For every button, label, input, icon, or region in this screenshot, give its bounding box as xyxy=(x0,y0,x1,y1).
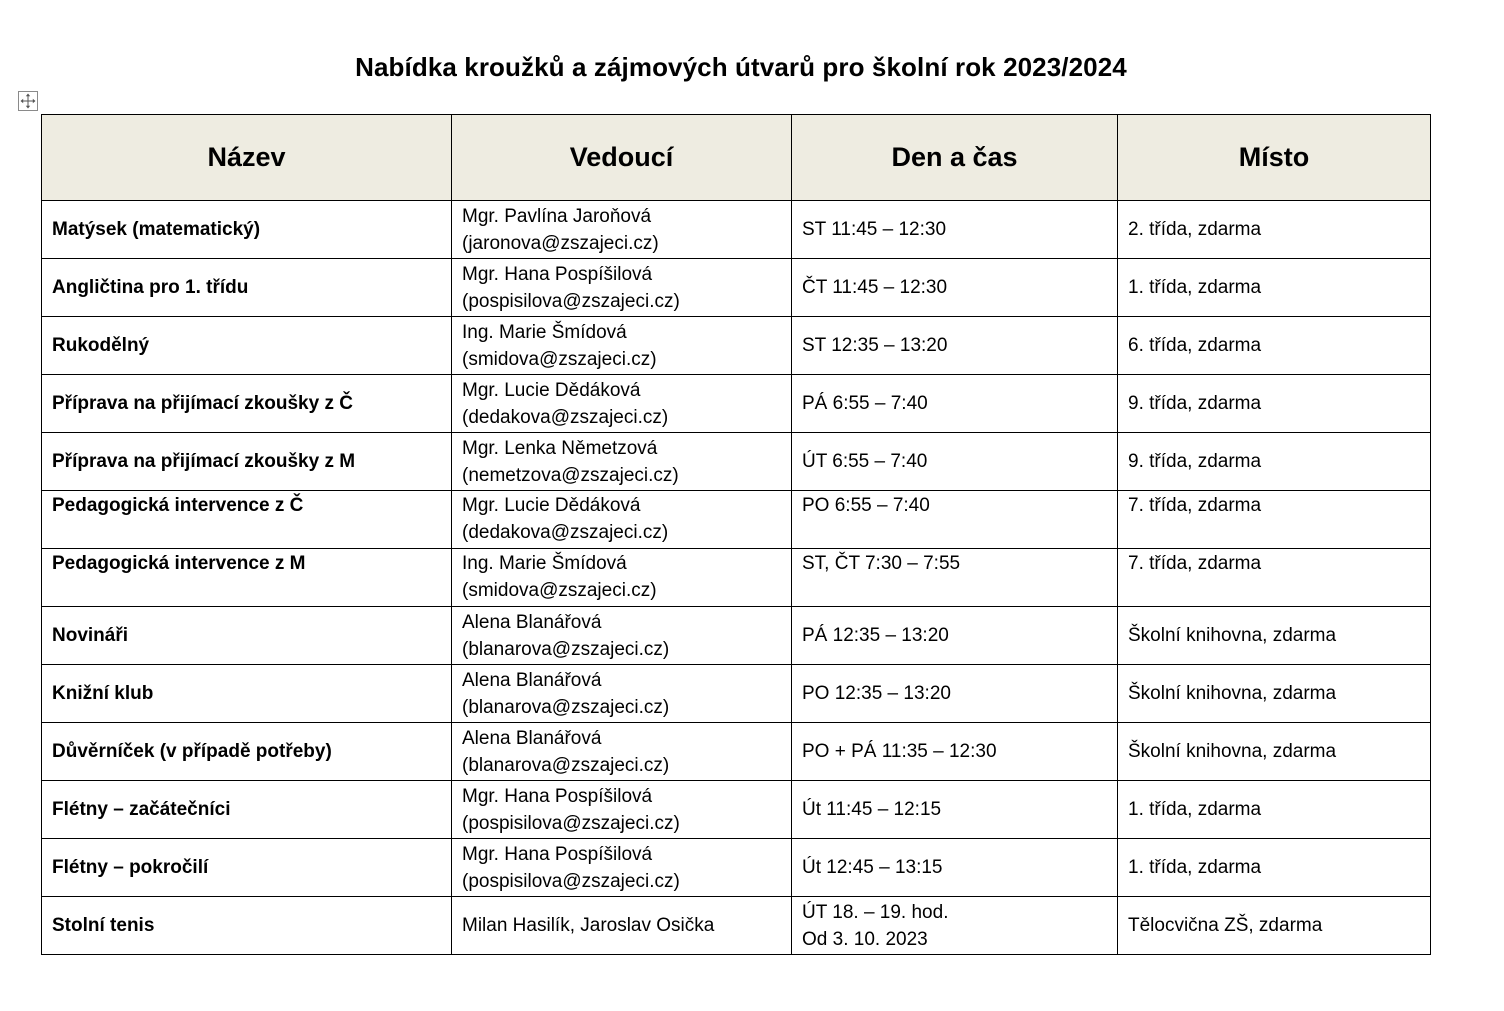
leader-name: Ing. Marie Šmídová xyxy=(462,553,627,574)
cell-time xyxy=(792,897,1118,955)
cell-name: Příprava na přijímací zkoušky z Č xyxy=(42,375,452,433)
table-row xyxy=(42,897,1431,955)
leader-name: Mgr. Hana Pospíšilová xyxy=(462,843,653,865)
table-header-row xyxy=(42,115,1431,201)
table-row xyxy=(42,259,1431,317)
cell-leader xyxy=(452,607,792,665)
cell-place: 2. třída, zdarma xyxy=(1118,201,1431,259)
cell-leader xyxy=(452,723,792,781)
header-name: Název xyxy=(42,115,452,201)
cell-place: 1. třída, zdarma xyxy=(1118,781,1431,839)
time-line: ÚT 18. – 19. hod. xyxy=(802,901,949,923)
table-row xyxy=(42,375,1431,433)
cell-place: 6. třída, zdarma xyxy=(1118,317,1431,375)
cell-name: Flétny – začátečníci xyxy=(42,781,452,839)
header-leader: Vedoucí xyxy=(452,115,792,201)
cell-leader xyxy=(452,839,792,897)
leader-name: Alena Blanářová xyxy=(462,611,602,633)
time-line-start-date: Od 3. 10. 2023 xyxy=(802,928,928,950)
cell-time: PO + PÁ 11:35 – 12:30 xyxy=(792,723,1118,781)
header-time: Den a čas xyxy=(792,115,1118,201)
leader-name: Mgr. Lucie Dědáková xyxy=(462,379,641,401)
cell-leader xyxy=(452,259,792,317)
cell-leader xyxy=(452,549,792,607)
cell-place: 1. třída, zdarma xyxy=(1118,259,1431,317)
table-move-handle[interactable] xyxy=(18,91,38,111)
leader-email: (jaronova@zszajeci.cz) xyxy=(462,232,659,254)
leader-email: (dedakova@zszajeci.cz) xyxy=(462,522,669,543)
cell-place: 7. třída, zdarma xyxy=(1118,491,1431,549)
cell-time: ČT 11:45 – 12:30 xyxy=(792,259,1118,317)
cell-time: Út 12:45 – 13:15 xyxy=(792,839,1118,897)
cell-name: Stolní tenis xyxy=(42,897,452,955)
cell-place: Školní knihovna, zdarma xyxy=(1118,665,1431,723)
cell-time: PÁ 6:55 – 7:40 xyxy=(792,375,1118,433)
cell-place: Tělocvična ZŠ, zdarma xyxy=(1118,897,1431,955)
cell-time: ST, ČT 7:30 – 7:55 xyxy=(792,549,1118,607)
cell-place: Školní knihovna, zdarma xyxy=(1118,607,1431,665)
leader-email: (blanarova@zszajeci.cz) xyxy=(462,696,670,718)
cell-time: ST 12:35 – 13:20 xyxy=(792,317,1118,375)
cell-leader xyxy=(452,897,792,955)
leader-email: (nemetzova@zszajeci.cz) xyxy=(462,464,679,486)
table-row xyxy=(42,549,1431,607)
cell-time: PÁ 12:35 – 13:20 xyxy=(792,607,1118,665)
cell-place: Školní knihovna, zdarma xyxy=(1118,723,1431,781)
table-row xyxy=(42,491,1431,549)
cell-time: PO 12:35 – 13:20 xyxy=(792,665,1118,723)
cell-name: Důvěrníček (v případě potřeby) xyxy=(42,723,452,781)
leader-name: Ing. Marie Šmídová xyxy=(462,321,627,343)
cell-name: Novináři xyxy=(42,607,452,665)
leader-email: (pospisilova@zszajeci.cz) xyxy=(462,290,680,312)
leader-name: Milan Hasilík, Jaroslav Osička xyxy=(462,915,715,936)
table-row xyxy=(42,665,1431,723)
activities-table xyxy=(41,114,1431,955)
cell-time: PO 6:55 – 7:40 xyxy=(792,491,1118,549)
cell-place: 9. třída, zdarma xyxy=(1118,433,1431,491)
cell-leader xyxy=(452,491,792,549)
cell-name: Příprava na přijímací zkoušky z M xyxy=(42,433,452,491)
cell-name: Pedagogická intervence z Č xyxy=(42,491,452,549)
table-row xyxy=(42,723,1431,781)
cell-name: Angličtina pro 1. třídu xyxy=(42,259,452,317)
leader-email: (dedakova@zszajeci.cz) xyxy=(462,406,669,428)
leader-email: (smidova@zszajeci.cz) xyxy=(462,348,657,370)
cell-name: Rukodělný xyxy=(42,317,452,375)
table-row xyxy=(42,607,1431,665)
cell-time: ÚT 6:55 – 7:40 xyxy=(792,433,1118,491)
cell-leader xyxy=(452,433,792,491)
cell-name: Matýsek (matematický) xyxy=(42,201,452,259)
cell-time: ST 11:45 – 12:30 xyxy=(792,201,1118,259)
cell-leader xyxy=(452,375,792,433)
cell-name: Knižní klub xyxy=(42,665,452,723)
leader-email: (pospisilova@zszajeci.cz) xyxy=(462,870,680,892)
leader-name: Mgr. Lucie Dědáková xyxy=(462,495,641,516)
leader-email: (blanarova@zszajeci.cz) xyxy=(462,754,670,776)
cell-leader xyxy=(452,781,792,839)
cell-name: Flétny – pokročilí xyxy=(42,839,452,897)
table-row xyxy=(42,317,1431,375)
leader-name: Alena Blanářová xyxy=(462,669,602,691)
cell-place: 1. třída, zdarma xyxy=(1118,839,1431,897)
cell-time: Út 11:45 – 12:15 xyxy=(792,781,1118,839)
page-title: Nabídka kroužků a zájmových útvarů pro školní rok 2023/2024 xyxy=(355,52,1127,82)
leader-name: Alena Blanářová xyxy=(462,727,602,749)
table-row xyxy=(42,839,1431,897)
leader-email: (blanarova@zszajeci.cz) xyxy=(462,638,670,660)
table-row xyxy=(42,433,1431,491)
cell-place: 7. třída, zdarma xyxy=(1118,549,1431,607)
header-place: Místo xyxy=(1118,115,1431,201)
cell-leader xyxy=(452,317,792,375)
leader-name: Mgr. Lenka Němetzová xyxy=(462,437,658,459)
cell-name: Pedagogická intervence z M xyxy=(42,549,452,607)
leader-email: (pospisilova@zszajeci.cz) xyxy=(462,812,680,834)
table-row xyxy=(42,201,1431,259)
table-row xyxy=(42,781,1431,839)
move-icon xyxy=(19,92,37,110)
leader-email: (smidova@zszajeci.cz) xyxy=(462,580,657,601)
cell-leader xyxy=(452,665,792,723)
cell-place: 9. třída, zdarma xyxy=(1118,375,1431,433)
leader-name: Mgr. Pavlína Jaroňová xyxy=(462,205,652,227)
leader-name: Mgr. Hana Pospíšilová xyxy=(462,263,653,285)
cell-leader xyxy=(452,201,792,259)
leader-name: Mgr. Hana Pospíšilová xyxy=(462,785,653,807)
